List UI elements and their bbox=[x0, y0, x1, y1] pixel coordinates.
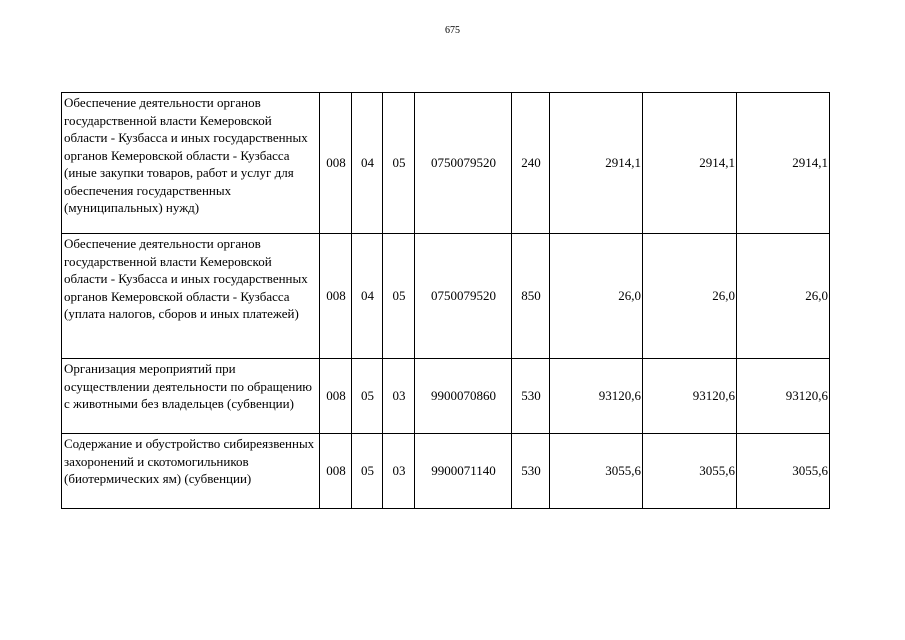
grbs-code: 008 bbox=[320, 234, 352, 359]
amount-year-3: 93120,6 bbox=[737, 359, 830, 434]
table-row bbox=[62, 359, 830, 434]
expense-name: Организация мероприятий при осуществлении деятельности по обращению с животными без владельцев (субвенции) bbox=[62, 359, 320, 434]
amount-year-2: 93120,6 bbox=[643, 359, 737, 434]
expense-type-code: 530 bbox=[512, 359, 550, 434]
table-row bbox=[62, 434, 830, 509]
subsection-code: 05 bbox=[383, 93, 415, 234]
expense-name: Обеспечение деятельности органов государственной власти Кемеровской области - Кузбасса и иных государственных органов Кемеровской области - Кузбасса (иные закупки товаров, работ и услуг для обеспечения государственных (муниципальных) нужд) bbox=[62, 93, 320, 234]
subsection-code: 05 bbox=[383, 234, 415, 359]
section-code: 05 bbox=[352, 434, 383, 509]
section-code: 05 bbox=[352, 359, 383, 434]
grbs-code: 008 bbox=[320, 93, 352, 234]
target-article-code: 0750079520 bbox=[415, 234, 512, 359]
target-article-code: 9900070860 bbox=[415, 359, 512, 434]
amount-year-3: 3055,6 bbox=[737, 434, 830, 509]
amount-year-1: 26,0 bbox=[550, 234, 643, 359]
amount-year-3: 2914,1 bbox=[737, 93, 830, 234]
expense-name: Содержание и обустройство сибиреязвенных захоронений и скотомогильников (биотермических ям) (субвенции) bbox=[62, 434, 320, 509]
expense-type-code: 850 bbox=[512, 234, 550, 359]
amount-year-2: 3055,6 bbox=[643, 434, 737, 509]
section-code: 04 bbox=[352, 93, 383, 234]
budget-table bbox=[61, 92, 830, 509]
grbs-code: 008 bbox=[320, 434, 352, 509]
target-article-code: 0750079520 bbox=[415, 93, 512, 234]
expense-type-code: 240 bbox=[512, 93, 550, 234]
amount-year-1: 2914,1 bbox=[550, 93, 643, 234]
expense-name: Обеспечение деятельности органов государственной власти Кемеровской области - Кузбасса и иных государственных органов Кемеровской области - Кузбасса (уплата налогов, сборов и иных платежей) bbox=[62, 234, 320, 359]
amount-year-2: 2914,1 bbox=[643, 93, 737, 234]
section-code: 04 bbox=[352, 234, 383, 359]
amount-year-1: 3055,6 bbox=[550, 434, 643, 509]
amount-year-1: 93120,6 bbox=[550, 359, 643, 434]
amount-year-2: 26,0 bbox=[643, 234, 737, 359]
table-row bbox=[62, 93, 830, 234]
subsection-code: 03 bbox=[383, 359, 415, 434]
table-row bbox=[62, 234, 830, 359]
page-number: 675 bbox=[445, 25, 460, 36]
expense-type-code: 530 bbox=[512, 434, 550, 509]
grbs-code: 008 bbox=[320, 359, 352, 434]
amount-year-3: 26,0 bbox=[737, 234, 830, 359]
target-article-code: 9900071140 bbox=[415, 434, 512, 509]
subsection-code: 03 bbox=[383, 434, 415, 509]
